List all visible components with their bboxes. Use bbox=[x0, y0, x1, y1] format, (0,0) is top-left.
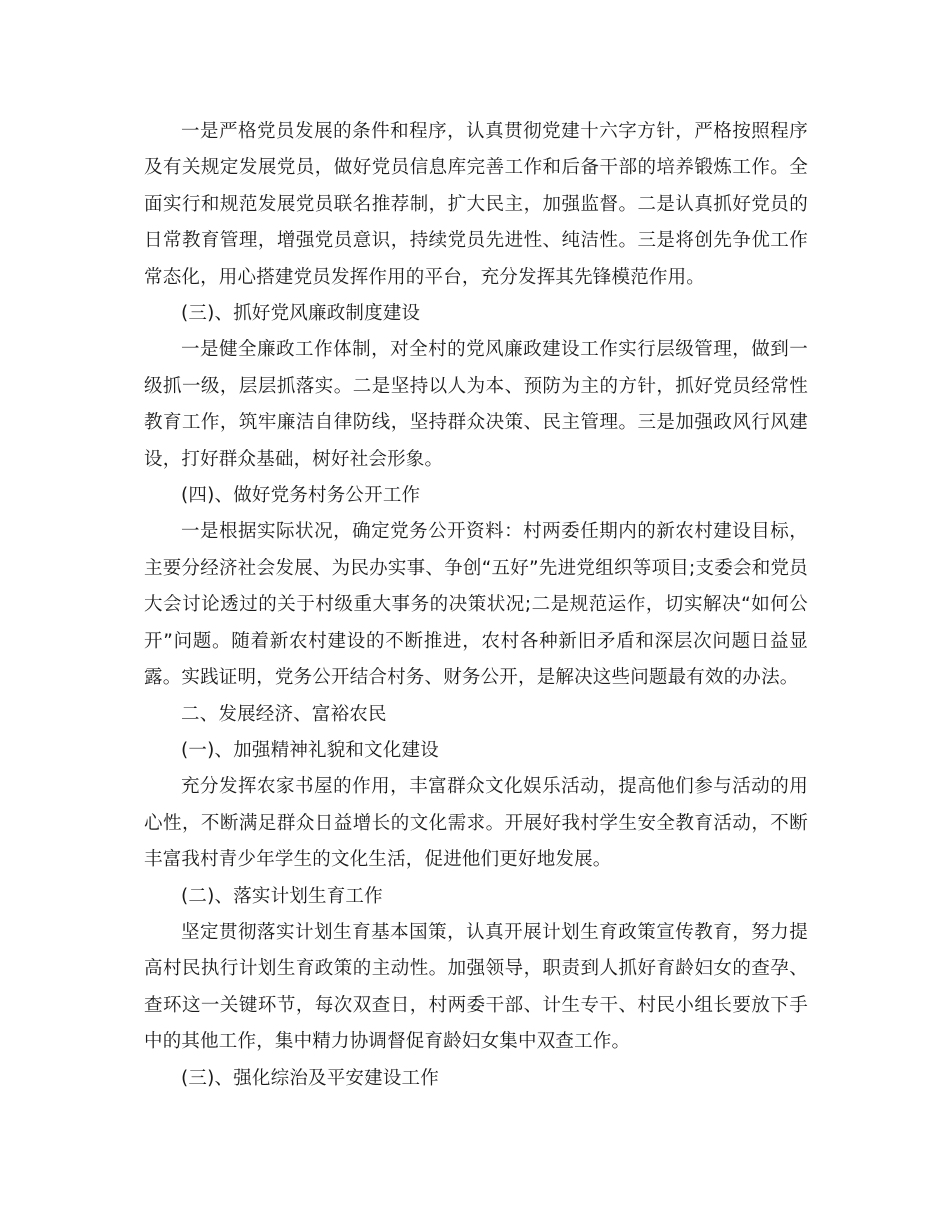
paragraph-culture-building: 充分发挥农家书屋的作用，丰富群众文化娱乐活动，提高他们参与活动的用心性，不断满足群众日益增长的文化需求。开展好我村学生安全教育活动，不断丰富我村青少年学生的文化生活，促进他们更好地发展。 bbox=[144, 776, 808, 871]
paragraph-family-planning: 坚定贯彻落实计划生育基本国策，认真开展计划生育政策宣传教育，努力提高村民执行计划生育政策的主动性。加强领导，职责到人抓好育龄妇女的查孕、查环这一关键环节，每次双查日，村两委干部、计生专干、村民小组长要放下手中的其他工作，集中精力协调督促育龄妇女集中双查工作。 bbox=[144, 921, 808, 1053]
heading-affairs-disclosure: (四)、做好党务村务公开工作 bbox=[181, 485, 421, 507]
heading-culture-building: (一)、加强精神礼貌和文化建设 bbox=[181, 739, 439, 761]
paragraph-clean-government: 一是健全廉政工作体制，对全村的党风廉政建设工作实行层级管理，做到一级抓一级，层层抓落实。二是坚持以人为本、预防为主的方针，抓好党员经常性教育工作，筑牢廉洁自律防线，坚持群众决策、民主管理。三是加强政风行风建设，打好群众基础，树好社会形象。 bbox=[144, 339, 808, 470]
paragraph-party-member-development: 一是严格党员发展的条件和程序，认真贯彻党建十六字方针，严格按照程序及有关规定发展党员，做好党员信息库完善工作和后备干部的培养锻炼工作。全面实行和规范发展党员联名推荐制，扩大民主，加强监督。二是认真抓好党员的日常教育管理，增强党员意识，持续党员先进性、纯洁性。三是将创先争优工作常态化，用心搭建党员发挥作用的平台，充分发挥其先锋模范作用。 bbox=[144, 121, 808, 288]
heading-economic-development: 二、发展经济、富裕农民 bbox=[181, 703, 387, 725]
heading-public-safety: (三)、强化综治及平安建设工作 bbox=[181, 1067, 439, 1089]
heading-family-planning: (二)、落实计划生育工作 bbox=[181, 885, 383, 907]
paragraph-affairs-disclosure: 一是根据实际状况，确定党务公开资料：村两委任期内的新农村建设目标，主要分经济社会发展、为民办实事、争创“五好”先进党组织等项目;支委会和党员大会讨论透过的关于村级重大事务的决策状况;二是规范运作，切实解决“如何公开”问题。随着新农村建设的不断推进，农村各种新旧矛盾和深层次问题日益显露。实践证明，党务公开结合村务、财务公开，是解决这些问题最有效的办法。 bbox=[144, 521, 808, 689]
heading-clean-government: (三)、抓好党风廉政制度建设 bbox=[181, 303, 421, 325]
document-body bbox=[144, 114, 808, 1097]
